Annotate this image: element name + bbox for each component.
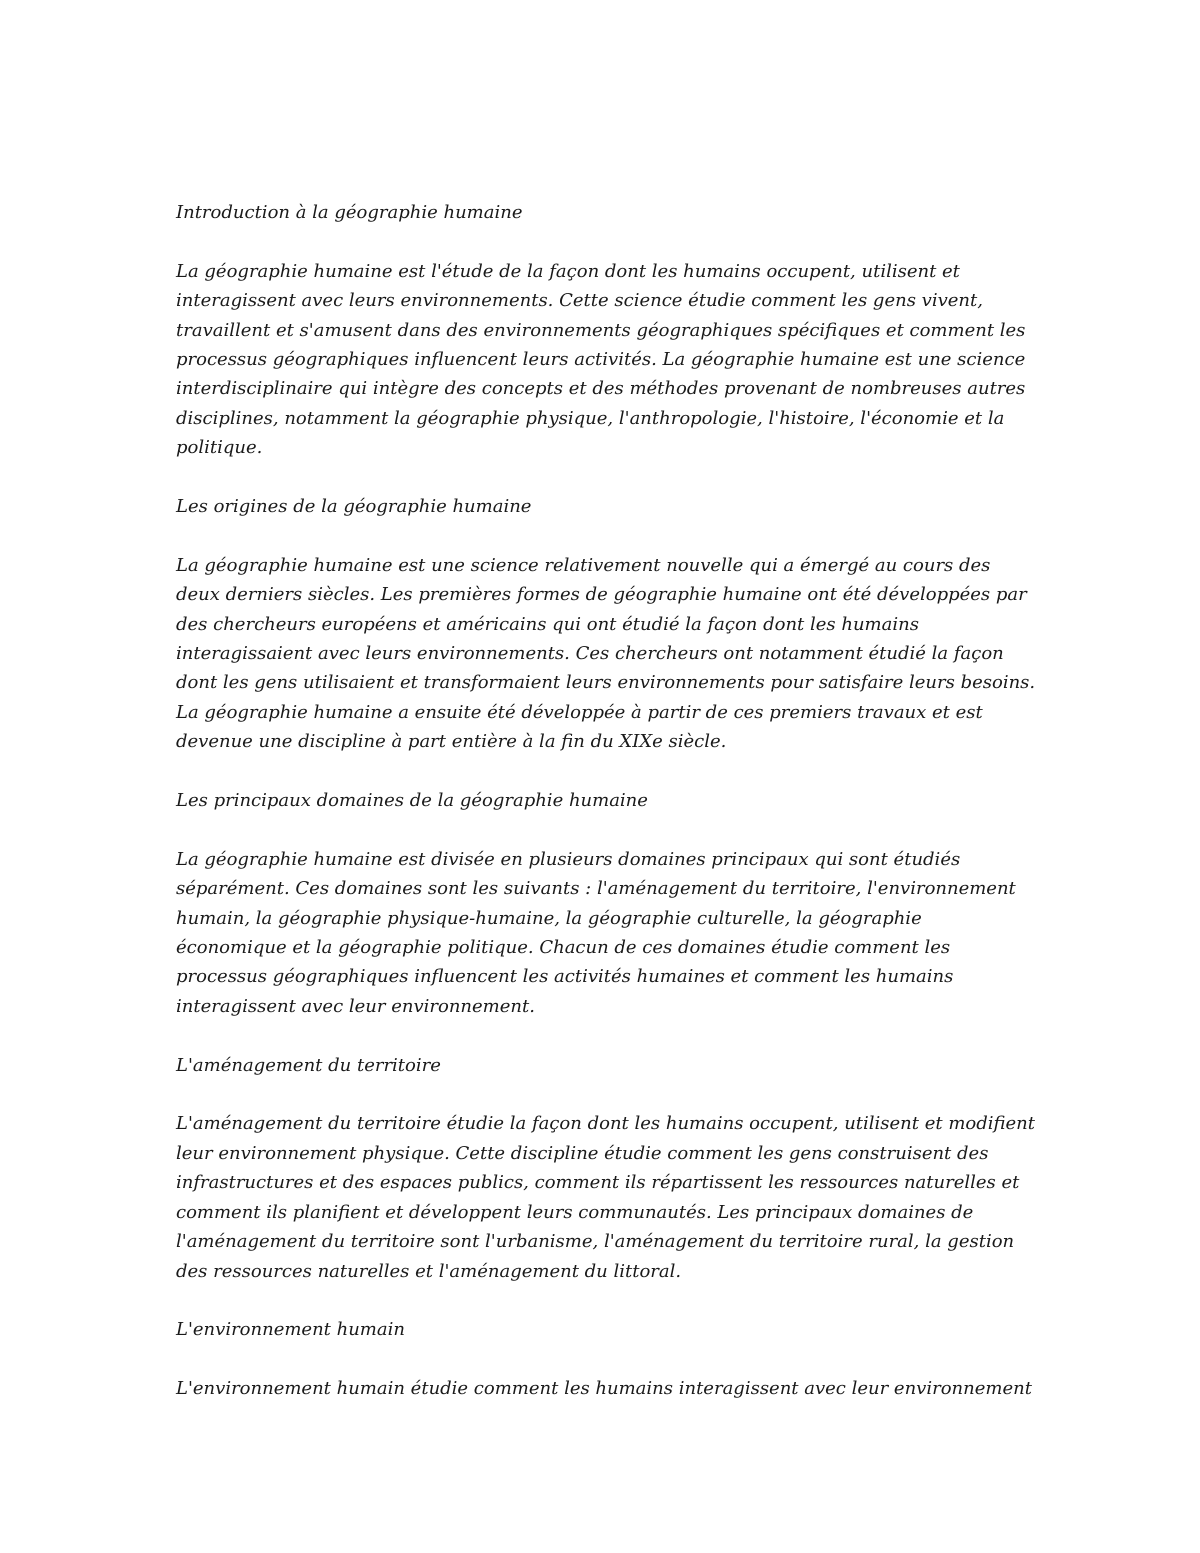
- section-heading-introduction: Introduction à la géographie humaine: [176, 202, 523, 223]
- section-heading-amenagement: L'aménagement du territoire: [176, 1054, 441, 1076]
- section-paragraph-environnement: L'environnement humain étudie comment les humains interagissent avec leur environnement: [176, 1378, 1032, 1400]
- section-heading-origines: Les origines de la géographie humaine: [176, 496, 532, 518]
- section-heading-domaines: Les principaux domaines de la géographie humaine: [176, 790, 648, 812]
- document-body: [176, 198, 1036, 1433]
- section-paragraph-domaines: La géographie humaine est divisée en plusieurs domaines principaux qui sont étudiés séparément. Ces domaines sont les suivants : l'aménagement du territoire, l'environnement humain, la géographie physique-humaine, la géographie culturelle, la géographie économique et la géographie politique. Chacun de ces domaines étudie comment les processus géographiques influencent les activités humaines et comment les humains interagissent avec leur environnement.: [176, 848, 1016, 1017]
- section-heading-environnement: L'environnement humain: [176, 1319, 405, 1341]
- section-paragraph-introduction: La géographie humaine est l'étude de la façon dont les humains occupent, utilisent et interagissent avec leurs environnements. Cette science étudie comment les gens vivent, travaillent et s'amusent dans des environnements géographiques spécifiques et comment les processus géographiques influencent leurs activités. La géographie humaine est une science interdisciplinaire qui intègre des concepts et des méthodes provenant de nombreuses autres disciplines, notamment la géographie physique, l'anthropologie, l'histoire, l'économie et la politique.: [176, 260, 1026, 459]
- section-paragraph-origines: La géographie humaine est une science relativement nouvelle qui a émergé au cours des deux derniers siècles. Les premières formes de géographie humaine ont été développées par des chercheurs européens et américains qui ont étudié la façon dont les humains interagissaient avec leurs environnements. Ces chercheurs ont notamment étudié la façon dont les gens utilisaient et transformaient leurs environnements pour satisfaire leurs besoins. La géographie humaine a ensuite été développée à partir de ces premiers travaux et est devenue une discipline à part entière à la fin du XIXe siècle.: [176, 554, 1036, 753]
- section-paragraph-amenagement: L'aménagement du territoire étudie la façon dont les humains occupent, utilisent et modifient leur environnement physique. Cette discipline étudie comment les gens construisent des infrastructures et des espaces publics, comment ils répartissent les ressources naturelles et comment ils planifient et développent leurs communautés. Les principaux domaines de l'aménagement du territoire sont l'urbanisme, l'aménagement du territoire rural, la gestion des ressources naturelles et l'aménagement du littoral.: [176, 1113, 1035, 1282]
